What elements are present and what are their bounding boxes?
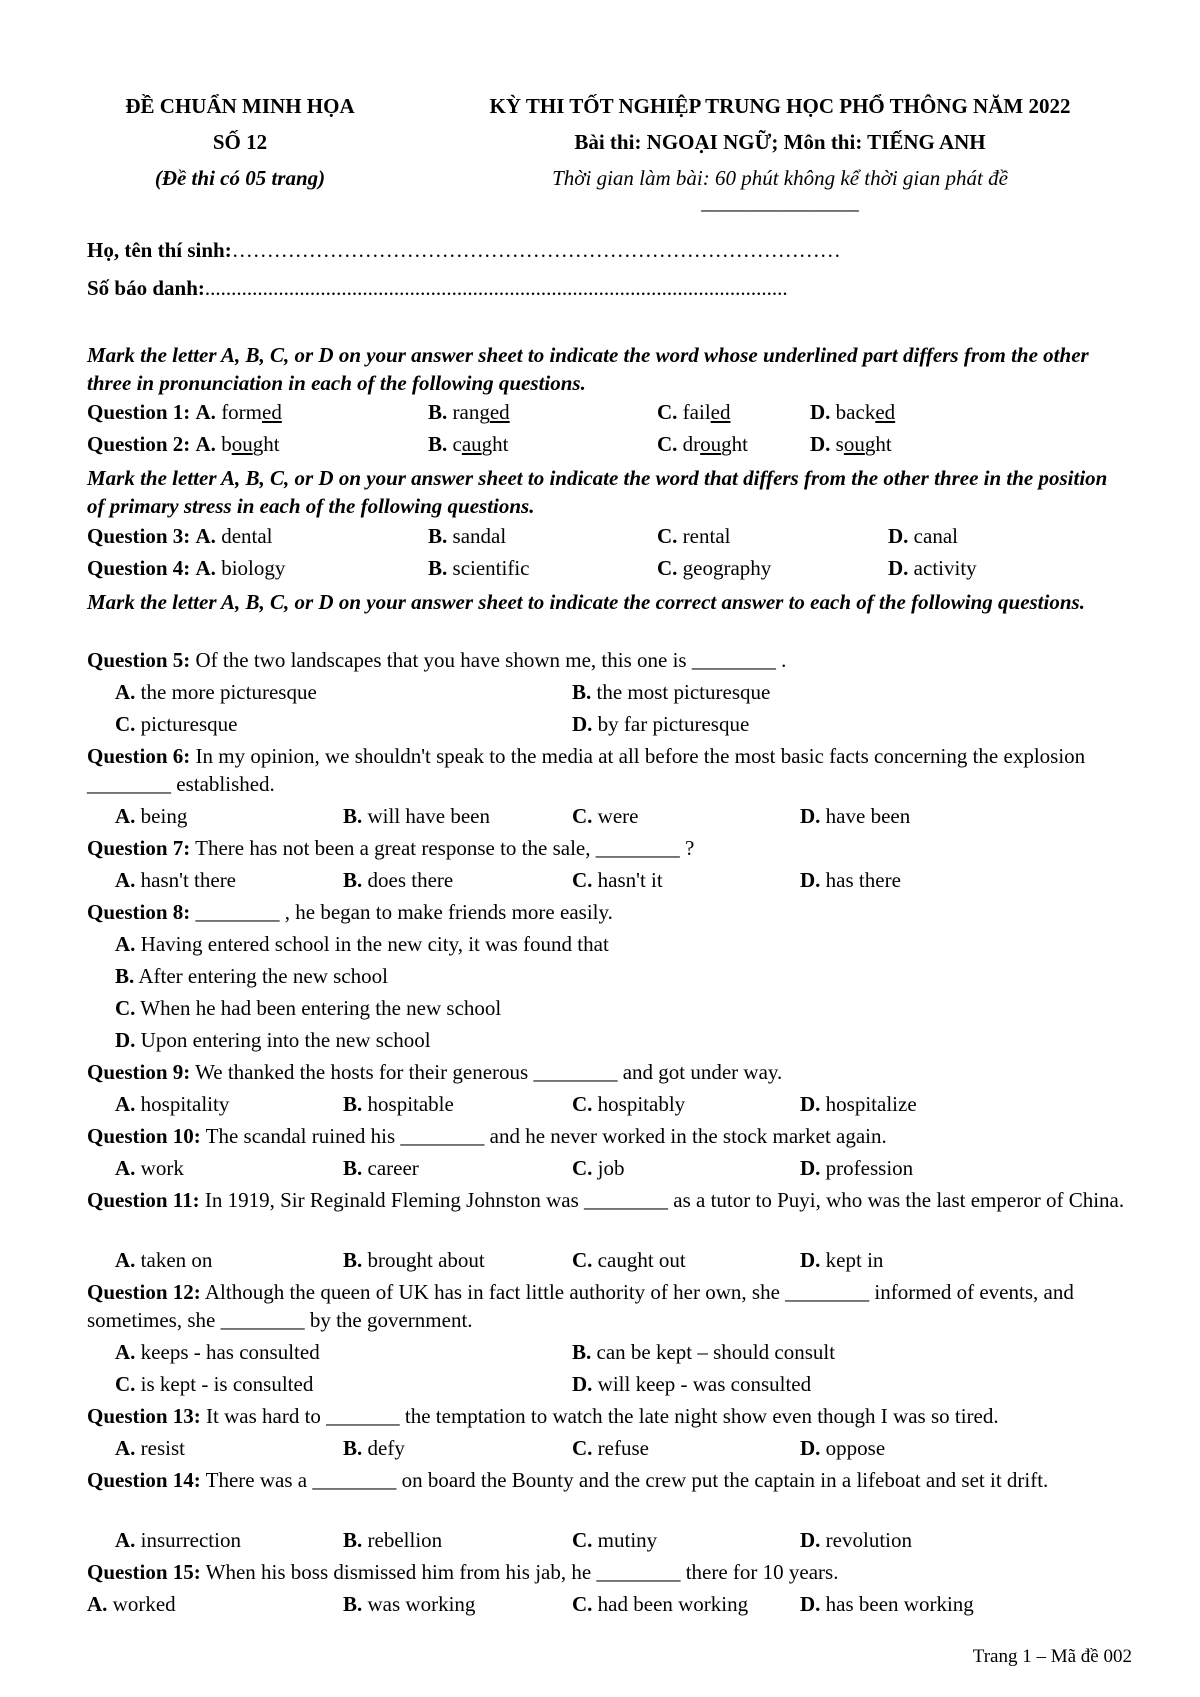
q6-option-b: B. will have been (343, 804, 490, 828)
header-rule: _______________ (701, 190, 859, 214)
q11-option-b: B. brought about (343, 1248, 485, 1272)
q2-option-b: B. caught (428, 432, 509, 456)
option-letter: A. (195, 432, 216, 456)
q1-option-d: D. backed (810, 400, 896, 424)
option-a: formed (221, 400, 282, 424)
q8-option-b: B. After entering the new school (115, 964, 388, 988)
q3-option-d: D. canal (888, 524, 958, 548)
question-label: Question 1: (87, 400, 191, 424)
q13-option-d: D. oppose (800, 1436, 886, 1460)
q10-option-a: A. work (115, 1156, 184, 1180)
time-limit: Thời gian làm bài: 60 phút không kể thời gian phát đề (552, 166, 1008, 190)
exam-number: SỐ 12 (212, 130, 268, 154)
candidate-id-line (87, 274, 788, 302)
instruction-pronunciation: Mark the letter A, B, C, or D on your answer sheet to indicate the word whose underlined part differs from the other three in pronunciation in each of the following questions. (87, 343, 1089, 395)
candidate-name-dots: …………………………………………………………………………… (231, 238, 841, 262)
page-footer: Trang 1 – Mã đề 002 (972, 1646, 1132, 1667)
q12-option-c: C. is kept - is consulted (115, 1372, 314, 1396)
option-letter: A. (195, 400, 216, 424)
question-3: Question 3: A. dental (87, 524, 273, 548)
q14-option-d: D. revolution (800, 1528, 912, 1552)
q7-option-c: C. hasn't it (572, 868, 663, 892)
candidate-id-label: Số báo danh: (87, 276, 205, 300)
q10-option-d: D. profession (800, 1156, 914, 1180)
q14-option-b: B. rebellion (343, 1528, 443, 1552)
q5-option-d: D. by far picturesque (572, 712, 750, 736)
candidate-name-line (87, 236, 841, 264)
exam-set-title: ĐỀ CHUẨN MINH HỌA (125, 94, 355, 118)
question-12: Question 12: Although the queen of UK has in fact little authority of her own, she ________ informed of events, and sometimes, she ________ by the government. (87, 1280, 1074, 1332)
q7-option-a: A. hasn't there (115, 868, 237, 892)
question-9: Question 9: We thanked the hosts for their generous ________ and got under way. (87, 1060, 783, 1084)
q15-option-b: B. was working (343, 1592, 476, 1616)
q15-option-c: C. had been working (572, 1592, 749, 1616)
q2-option-c: C. drought (657, 432, 749, 456)
option-a: dental (221, 524, 273, 548)
q3-option-c: C. rental (657, 524, 731, 548)
question-8: Question 8: ________ , he began to make friends more easily. (87, 900, 613, 924)
q9-option-d: D. hospitalize (800, 1092, 917, 1116)
q12-option-d: D. will keep - was consulted (572, 1372, 812, 1396)
q8-option-d: D. Upon entering into the new school (115, 1028, 431, 1052)
q6-option-a: A. being (115, 804, 188, 828)
q12-option-a: A. keeps - has consulted (115, 1340, 320, 1364)
candidate-name-label: Họ, tên thí sinh: (87, 238, 232, 262)
instruction-stress: Mark the letter A, B, C, or D on your answer sheet to indicate the word that differs from the other three in the position of primary stress in each of the following questions. (87, 466, 1108, 518)
question-7: Question 7: There has not been a great response to the sale, ________ ? (87, 836, 695, 860)
question-5: Question 5: Of the two landscapes that you have shown me, this one is ________ . (87, 648, 787, 672)
candidate-id-dots: ............................................................................................................... (204, 276, 788, 300)
q13-option-b: B. defy (343, 1436, 405, 1460)
q4-option-d: D. activity (888, 556, 977, 580)
option-a: bought (221, 432, 280, 456)
q15-option-d: D. has been working (800, 1592, 974, 1616)
q9-option-c: C. hospitably (572, 1092, 686, 1116)
q5-option-b: B. the most picturesque (572, 680, 771, 704)
q11-option-d: D. kept in (800, 1248, 884, 1272)
q14-option-c: C. mutiny (572, 1528, 658, 1552)
question-6: Question 6: In my opinion, we shouldn't speak to the media at all before the most basic facts concerning the explosion ________ established. (87, 744, 1086, 796)
q12-option-b: B. can be kept – should consult (572, 1340, 836, 1364)
q10-option-c: C. job (572, 1156, 625, 1180)
q6-option-c: C. were (572, 804, 639, 828)
q8-option-a: A. Having entered school in the new city, it was found that (115, 932, 609, 956)
q14-option-a: A. insurrection (115, 1528, 241, 1552)
question-1 (87, 398, 282, 426)
q7-option-b: B. does there (343, 868, 454, 892)
q13-option-c: C. refuse (572, 1436, 649, 1460)
q13-option-a: A. resist (115, 1436, 185, 1460)
question-15: Question 15: When his boss dismissed him from his jab, he ________ there for 10 years. (87, 1560, 839, 1584)
q4-option-c: C. geography (657, 556, 772, 580)
q1-option-c: C. failed (657, 400, 731, 424)
q10-option-b: B. career (343, 1156, 419, 1180)
q3-option-b: B. sandal (428, 524, 507, 548)
question-label: Question 2: (87, 432, 191, 456)
q8-option-c: C. When he had been entering the new school (115, 996, 502, 1020)
page-count-note: (Đề thi có 05 trang) (154, 166, 326, 190)
question-11: Question 11: In 1919, Sir Reginald Fleming Johnston was ________ as a tutor to Puyi, who was the last emperor of China. (87, 1188, 1125, 1212)
q9-option-a: A. hospitality (115, 1092, 230, 1116)
subject-line: Bài thi: NGOẠI NGỮ; Môn thi: TIẾNG ANH (574, 130, 986, 154)
instruction-correct-answer: Mark the letter A, B, C, or D on your answer sheet to indicate the correct answer to each of the following questions. (87, 590, 1085, 614)
q4-option-b: B. scientific (428, 556, 530, 580)
q7-option-d: D. has there (800, 868, 901, 892)
question-14: Question 14: There was a ________ on board the Bounty and the crew put the captain in a lifeboat and set it drift. (87, 1468, 1049, 1492)
option-a: biology (221, 556, 286, 580)
exam-title: KỲ THI TỐT NGHIỆP TRUNG HỌC PHỔ THÔNG NĂM 2022 (489, 94, 1071, 118)
question-13: Question 13: It was hard to _______ the temptation to watch the late night show even though I was so tired. (87, 1404, 999, 1428)
q5-option-a: A. the more picturesque (115, 680, 317, 704)
question-2 (87, 430, 280, 458)
q15-option-a: A. worked (87, 1592, 176, 1616)
question-10: Question 10: The scandal ruined his ________ and he never worked in the stock market again. (87, 1124, 887, 1148)
q5-option-c: C. picturesque (115, 712, 238, 736)
q9-option-b: B. hospitable (343, 1092, 454, 1116)
q11-option-a: A. taken on (115, 1248, 213, 1272)
q2-option-d: D. sought (810, 432, 892, 456)
q1-option-b: B. ranged (428, 400, 510, 424)
q6-option-d: D. have been (800, 804, 911, 828)
question-4: Question 4: A. biology (87, 556, 286, 580)
q11-option-c: C. caught out (572, 1248, 686, 1272)
